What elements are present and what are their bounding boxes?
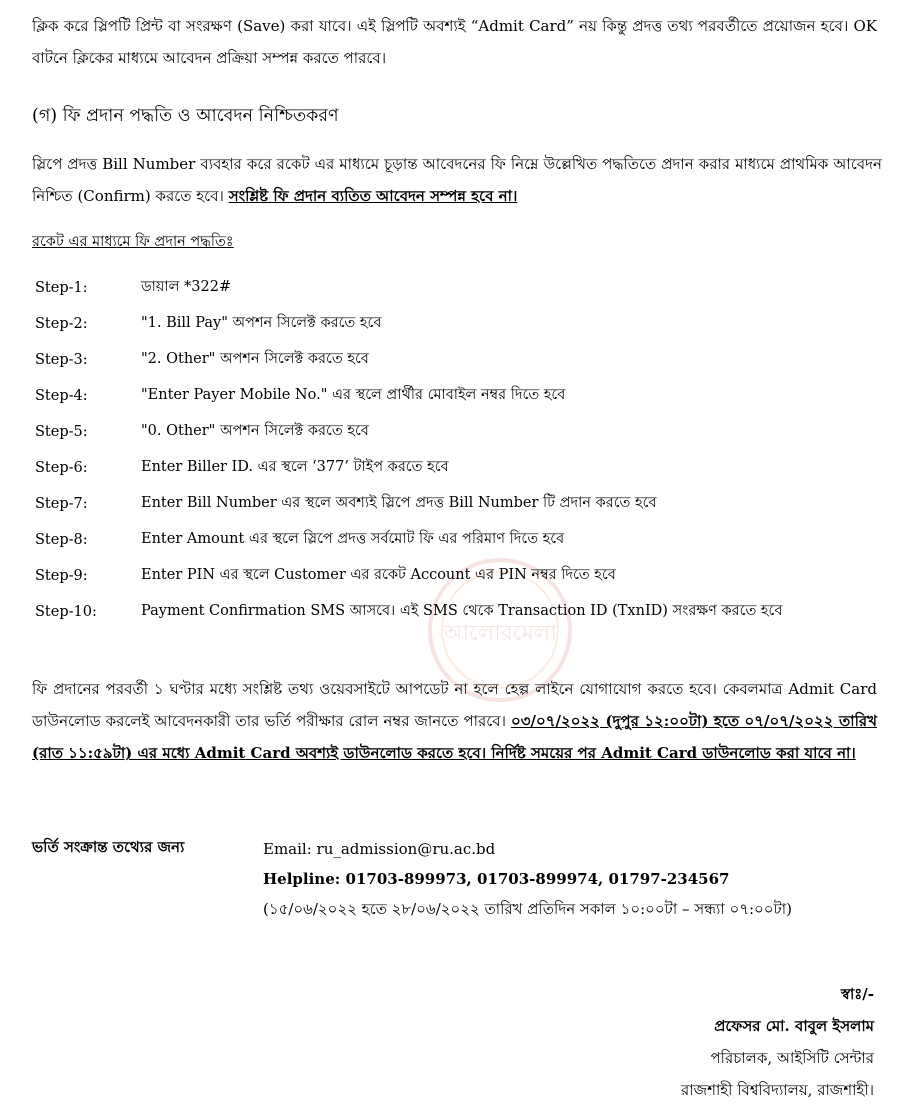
contact-helpline: Helpline: 01703-899973, 01703-899974, 01797-234567 — [263, 870, 730, 888]
signature-mark: স্বাঃ/- — [840, 985, 874, 1003]
step-row — [35, 594, 895, 630]
step-text: Enter Amount এর স্থলে স্লিপে প্রদত্ত সর্বমোট ফি এর পরিমাণ দিতে হবে — [141, 531, 565, 547]
step-text: Enter Biller ID. এর স্থলে ‘377’ টাইপ করতে হবে — [141, 459, 449, 475]
step-label: Step-1: — [35, 280, 88, 296]
step-text: "2. Other" অপশন সিলেক্ট করতে হবে — [141, 351, 369, 367]
step-row — [35, 522, 895, 558]
after-payment-text: ফি প্রদানের পরবর্তী ১ ঘণ্টার মধ্যে সংশ্লিষ্ট তথ্য ওয়েবসাইটে আপডেট না হলে হেল্প লাইনে যোগাযোগ করতে হবে। কেবলমাত্র Admit Card ডাউনলোড করলেই আবেদনকারী তার ভর্তি পরীক্ষার রোল নম্বর জানতে পারবে। — [32, 680, 877, 730]
intro-paragraph: ক্লিক করে স্লিপটি প্রিন্ট বা সংরক্ষণ (Save) করা যাবে। এই স্লিপটি অবশ্যই “Admit Card” নয় কিন্তু প্রদত্ত তথ্য পরবর্তীতে প্রয়োজন হবে। OK বাটনে ক্লিকের মাধ্যমে আবেদন প্রক্রিয়া সম্পন্ন করতে পারবে। — [32, 17, 877, 67]
watermark-text: আলোরমেলা — [443, 621, 557, 646]
step-label: Step-9: — [35, 568, 88, 584]
step-text: "0. Other" অপশন সিলেক্ট করতে হবে — [141, 423, 369, 439]
step-text: "1. Bill Pay" অপশন সিলেক্ট করতে হবে — [141, 315, 382, 331]
step-label: Step-5: — [35, 424, 88, 440]
step-text: Enter PIN এর স্থলে Customer এর রকেট Account এর PIN নম্বর দিতে হবে — [141, 567, 616, 583]
steps-list — [35, 270, 895, 630]
step-row — [35, 558, 895, 594]
step-label: Step-3: — [35, 352, 88, 368]
step-text: Enter Bill Number এর স্থলে অবশ্যই স্লিপে প্রদত্ত Bill Number টি প্রদান করতে হবে — [141, 495, 657, 511]
signatory-name: প্রফেসর মো. বাবুল ইসলাম — [714, 1017, 874, 1035]
fee-paragraph-text: স্লিপে প্রদত্ত Bill Number ব্যবহার করে রকেট এর মাধ্যমে চূড়ান্ত আবেদনের ফি নিম্নে উল্লেখিত পদ্ধতিতে প্রদান করার মাধ্যমে প্রাথমিক আবেদন নিশ্চিত (Confirm) করতে হবে। — [32, 155, 882, 205]
step-row — [35, 450, 895, 486]
signatory-title: পরিচালক, আইসিটি সেন্টার — [710, 1049, 874, 1067]
step-row — [35, 414, 895, 450]
contact-label: ভর্তি সংক্রান্ত তথ্যের জন্য — [32, 838, 185, 856]
step-text: ডায়াল *322# — [141, 279, 232, 295]
step-label: Step-7: — [35, 496, 88, 512]
step-text: Payment Confirmation SMS আসবে। এই SMS থেকে Transaction ID (TxnID) সংরক্ষণ করতে হবে — [141, 603, 783, 619]
step-row — [35, 306, 895, 342]
step-row — [35, 270, 895, 306]
section-heading: (গ) ফি প্রদান পদ্ধতি ও আবেদন নিশ্চিতকরণ — [32, 106, 339, 126]
step-label: Step-4: — [35, 388, 88, 404]
step-row — [35, 486, 895, 522]
step-label: Step-2: — [35, 316, 88, 332]
admit-card-deadline: ০৩/০৭/২০২২ (দুপুর ১২:০০টা) হতে ০৭/০৭/২০২২ তারিখ (রাত ১১:৫৯টা) এর মধ্যে Admit Card অবশ্যই ডাউনলোড করতে হবে। নির্দিষ্ট সময়ের পর Admit Card ডাউনলোড করা যাবে না। — [32, 712, 877, 762]
contact-block — [263, 834, 792, 924]
step-row — [35, 342, 895, 378]
contact-email: Email: ru_admission@ru.ac.bd — [263, 840, 496, 858]
step-label: Step-6: — [35, 460, 88, 476]
signatory-org: রাজশাহী বিশ্ববিদ্যালয়, রাজশাহী। — [681, 1081, 874, 1099]
signature-block — [681, 978, 874, 1106]
step-row — [35, 378, 895, 414]
step-text: "Enter Payer Mobile No." এর স্থলে প্রার্থীর মোবাইল নম্বর দিতে হবে — [141, 387, 566, 403]
fee-paragraph — [32, 148, 882, 212]
fee-paragraph-warning: সংশ্লিষ্ট ফি প্রদান ব্যতিত আবেদন সম্পন্ন হবে না। — [228, 187, 518, 205]
contact-hours: (১৫/০৬/২০২২ হতে ২৮/০৬/২০২২ তারিখ প্রতিদিন সকাল ১০:০০টা – সন্ধ্যা ০৭:০০টা) — [263, 900, 792, 918]
step-label: Step-8: — [35, 532, 88, 548]
after-payment-paragraph — [32, 673, 877, 769]
payment-method-title: রকেট এর মাধ্যমে ফি প্রদান পদ্ধতিঃ — [32, 234, 234, 250]
step-label: Step-10: — [35, 604, 97, 620]
